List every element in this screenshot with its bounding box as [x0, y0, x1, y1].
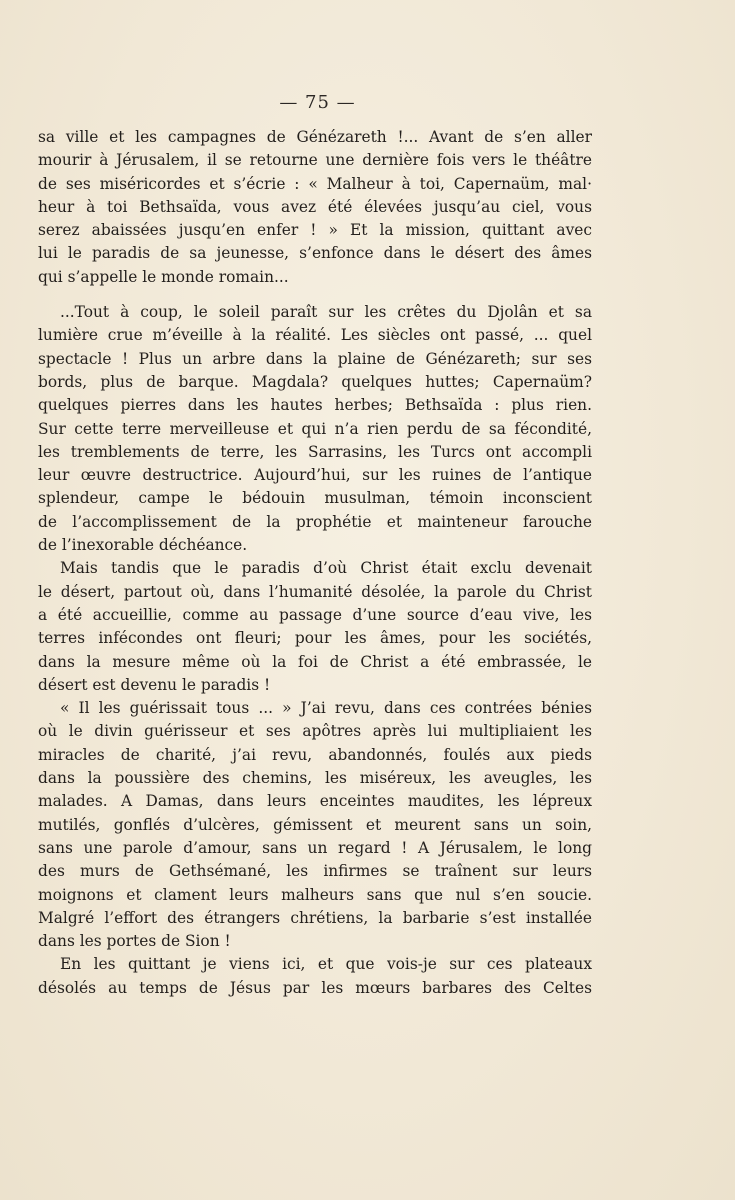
paragraph-3 [38, 557, 592, 697]
text-line: de ses miséricordes et s’écrie : « Malheur à toi, Capernaüm, mal· [38, 174, 592, 193]
text-line: dans la poussière des chemins, les miséreux, les aveugles, les [38, 769, 592, 788]
text-line: miracles de charité, j’ai revu, abandonnés, foulés aux pieds [38, 745, 592, 764]
text-line: désolés au temps de Jésus par les mœurs barbares des Celtes [38, 978, 592, 997]
paragraph-2 [38, 301, 592, 557]
text-line: où le divin guérisseur et ses apôtres après lui multipliaient les [38, 722, 592, 741]
text-line: les tremblements de terre, les Sarrasins, les Turcs ont accompli [38, 442, 592, 461]
text-line: Mais tandis que le paradis d’où Christ était exclu devenait [60, 559, 592, 578]
text-line: quelques pierres dans les hautes herbes; Bethsaïda : plus rien. [38, 396, 592, 415]
text-line: dans les portes de Sion ! [38, 932, 231, 951]
text-line: Malgré l’effort des étrangers chrétiens, la barbarie s’est installée [38, 908, 592, 927]
body-text [38, 126, 592, 1000]
text-line: serez abaissées jusqu’en enfer ! » Et la mission, quittant avec [38, 221, 592, 240]
text-line: malades. A Damas, dans leurs enceintes maudites, les lépreux [38, 792, 592, 811]
text-line: sa ville et les campagnes de Génézareth !... Avant de s’en aller [38, 128, 592, 146]
paragraph-5 [38, 953, 592, 1000]
text-line: lumière crue m’éveille à la réalité. Les siècles ont passé, ... quel [38, 326, 592, 345]
text-line: a été accueillie, comme au passage d’une source d’eau vive, les [38, 605, 592, 624]
paragraph-1 [38, 126, 592, 289]
text-line: spectacle ! Plus un arbre dans la plaine de Génézareth; sur ses [38, 349, 592, 368]
text-line: ...Tout à coup, le soleil paraît sur les crêtes du Djolân et sa [60, 303, 592, 322]
text-line: En les quittant je viens ici, et que vois-je sur ces plateaux [60, 955, 592, 974]
text-line: leur œuvre destructrice. Aujourd’hui, sur les ruines de l’antique [38, 466, 592, 485]
text-line: des murs de Gethsémané, les infirmes se traînent sur leurs [38, 862, 592, 881]
text-line: Sur cette terre merveilleuse et qui n’a rien perdu de sa fécondité, [38, 419, 592, 438]
text-line: « Il les guérissait tous ... » J’ai revu, dans ces contrées bénies [60, 699, 592, 718]
text-line: de l’accomplissement de la prophétie et mainteneur farouche [38, 512, 592, 531]
text-line: terres infécondes ont fleuri; pour les âmes, pour les sociétés, [38, 629, 592, 648]
text-line: heur à toi Bethsaïda, vous avez été élevées jusqu’au ciel, vous [38, 197, 592, 216]
text-line: sans une parole d’amour, sans un regard ! A Jérusalem, le long [38, 838, 592, 857]
section-gap [38, 289, 592, 301]
text-line: lui le paradis de sa jeunesse, s’enfonce dans le désert des âmes [38, 244, 592, 263]
text-line: désert est devenu le paradis ! [38, 675, 271, 694]
text-line: de l’inexorable déchéance. [38, 536, 248, 555]
page-number: — 75 — [279, 92, 356, 113]
text-line: bords, plus de barque. Magdala? quelques huttes; Capernaüm? [38, 372, 592, 391]
text-line: mutilés, gonflés d’ulcères, gémissent et meurent sans un soin, [38, 815, 592, 834]
text-line: qui s’appelle le monde romain... [38, 267, 289, 286]
text-line: splendeur, campe le bédouin musulman, témoin inconscient [38, 489, 592, 508]
text-line: dans la mesure même où la foi de Christ a été embrassée, le [38, 652, 592, 671]
paragraph-4 [38, 697, 592, 953]
text-line: mourir à Jérusalem, il se retourne une dernière fois vers le théâtre [38, 151, 592, 170]
text-line: moignons et clament leurs malheurs sans que nul s’en soucie. [38, 885, 592, 904]
text-line: le désert, partout où, dans l’humanité désolée, la parole du Christ [38, 582, 592, 601]
